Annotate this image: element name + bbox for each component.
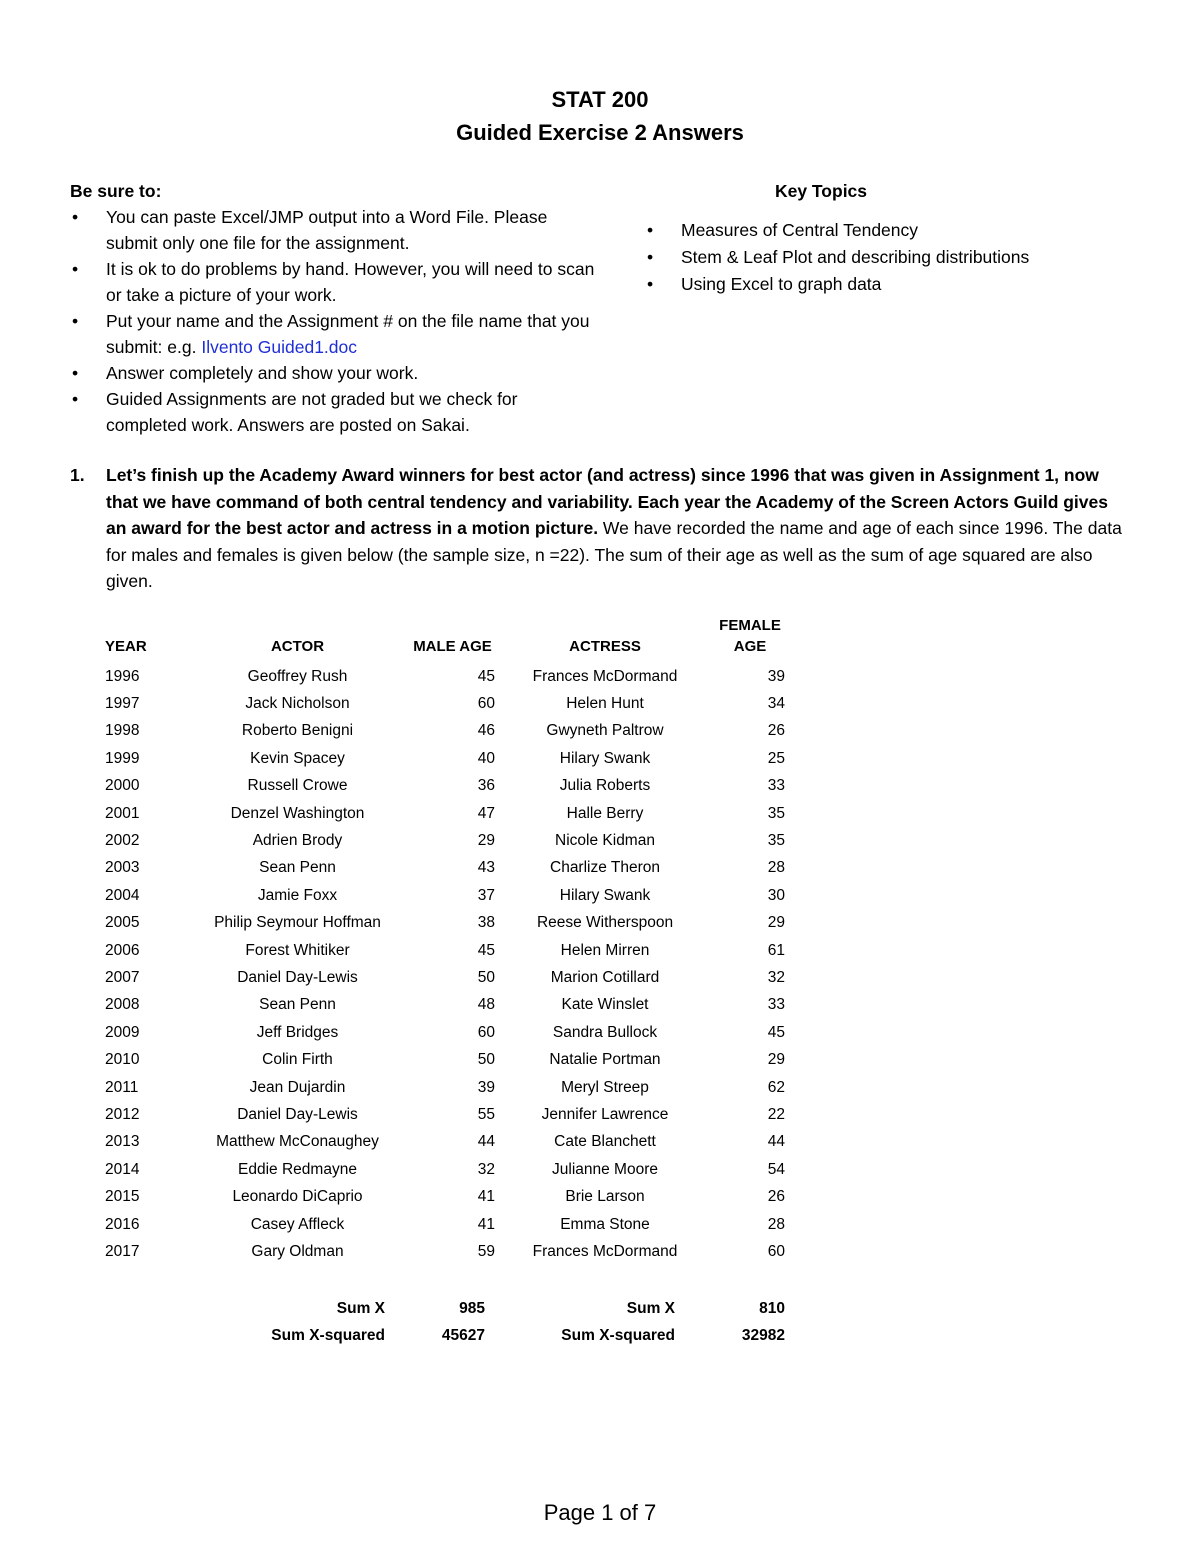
cell-actress: Nicole Kidman [555,832,655,850]
cell-actress: Sandra Bullock [552,1023,658,1041]
sum-x2-female-value: 32982 [741,1327,785,1345]
table-row [95,663,785,690]
cell-year: 2014 [105,1160,140,1178]
be-sure-item: • Put your name and the Assignment # on the file name that you submit: e.g. Ilvento Guided1.doc [70,308,600,360]
table-row [95,1074,785,1101]
header-actress: ACTRESS [569,638,641,655]
cell-year: 2010 [105,1051,140,1069]
cell-actor: Kevin Spacey [250,749,345,767]
cell-male-age: 45 [477,667,495,685]
table-row [95,745,785,772]
be-sure-item: • Guided Assignments are not graded but we check for completed work. Answers are posted on Sakai. [70,386,600,438]
cell-year: 2004 [105,886,140,904]
cell-actor: Philip Seymour Hoffman [214,914,381,932]
cell-year: 2016 [105,1215,140,1233]
cell-actor: Daniel Day-Lewis [237,968,358,986]
cell-male-age: 29 [477,832,495,850]
cell-actress: Jennifer Lawrence [541,1105,669,1123]
cell-female-age: 25 [767,749,785,767]
cell-year: 2013 [105,1133,140,1151]
cell-actress: Helen Mirren [560,941,650,959]
cell-year: 1998 [105,722,140,740]
cell-actor: Jack Nicholson [245,695,350,713]
cell-male-age: 40 [477,749,495,767]
question-bold-text: Let’s finish up the Academy Award winners for best actor (and actress) since 1996 that was given in Assignment 1, now that we have command of both central tendency and variability. Each year the Academy of the Screen Actors Guild gives an award for the best actor and actress in a motion picture. [106,465,1108,538]
cell-actor: Geoffrey Rush [247,667,348,685]
table-row [95,964,785,991]
cell-actor: Sean Penn [259,859,336,877]
be-sure-item: • It is ok to do problems by hand. However, you will need to scan or take a picture of your work. [70,256,600,308]
cell-male-age: 50 [477,1051,495,1069]
cell-male-age: 44 [477,1133,495,1151]
cell-actress: Reese Witherspoon [536,914,674,932]
cell-male-age: 47 [477,804,495,822]
cell-female-age: 32 [767,968,785,986]
cell-female-age: 35 [767,804,785,822]
cell-male-age: 32 [477,1160,495,1178]
cell-actor: Casey Affleck [250,1215,345,1233]
table-row [95,910,785,937]
table-row [95,855,785,882]
be-sure-section [70,178,600,438]
cell-female-age: 54 [767,1160,785,1178]
cell-male-age: 45 [477,941,495,959]
cell-actor: Colin Firth [262,1051,333,1069]
cell-actor: Matthew McConaughey [216,1133,379,1151]
cell-female-age: 62 [767,1078,785,1096]
cell-female-age: 44 [767,1133,785,1151]
cell-female-age: 33 [767,996,785,1014]
cell-male-age: 38 [477,914,495,932]
sum-x2-male-value: 45627 [441,1327,485,1345]
cell-male-age: 46 [477,722,495,740]
cell-actor: Adrien Brody [252,832,343,850]
table-row [95,800,785,827]
header-actor: ACTOR [270,638,325,655]
key-topic-item: • Stem & Leaf Plot and describing distributions [645,244,1125,271]
key-topic-item: • Measures of Central Tendency [645,217,1125,244]
cell-actor: Jeff Bridges [256,1023,339,1041]
header-male-age: MALE AGE [413,638,492,655]
table-row [95,1156,785,1183]
example-filename-link[interactable]: Ilvento Guided1.doc [201,337,358,357]
cell-year: 1996 [105,667,140,685]
be-sure-item: • Answer completely and show your work. [70,360,600,386]
cell-actress: Brie Larson [565,1188,645,1206]
be-sure-list [70,204,600,438]
cell-year: 2011 [105,1078,139,1096]
cell-male-age: 39 [477,1078,495,1096]
cell-male-age: 60 [477,695,495,713]
table-row [95,718,785,745]
sums-table [95,1295,785,1350]
cell-actress: Hilary Swank [559,749,651,767]
cell-actress: Emma Stone [560,1215,650,1233]
cell-actress: Julianne Moore [552,1160,658,1178]
cell-male-age: 43 [477,859,495,877]
cell-male-age: 48 [477,996,495,1014]
header-female-age: FEMALE AGE [719,617,781,655]
sum-x-label-female: Sum X [626,1299,675,1317]
cell-actor: Denzel Washington [230,804,365,822]
cell-female-age: 28 [767,1215,785,1233]
table-row [95,1183,785,1210]
cell-actor: Daniel Day-Lewis [237,1105,358,1123]
cell-actress: Marion Cotillard [550,968,660,986]
cell-year: 2015 [105,1188,140,1206]
cell-actor: Sean Penn [259,996,336,1014]
cell-female-age: 35 [767,832,785,850]
cell-actor: Forest Whitiker [245,941,350,959]
cell-actress: Charlize Theron [550,859,660,877]
cell-year: 2005 [105,914,140,932]
sum-x2-label-female: Sum X-squared [561,1327,675,1345]
cell-actress: Julia Roberts [559,777,651,795]
cell-year: 2003 [105,859,140,877]
key-topic-item: • Using Excel to graph data [645,271,1125,298]
cell-male-age: 36 [477,777,495,795]
cell-year: 2012 [105,1105,140,1123]
cell-year: 1997 [105,695,140,713]
cell-actor: Roberto Benigni [241,722,354,740]
table-row [95,773,785,800]
sum-x2-label-male: Sum X-squared [271,1327,385,1345]
cell-actress: Halle Berry [566,804,644,822]
be-sure-heading: Be sure to: [70,181,162,201]
cell-male-age: 59 [477,1242,495,1260]
cell-actor: Gary Oldman [251,1242,344,1260]
cell-actress: Frances McDormand [532,1242,678,1260]
cell-year: 2002 [105,832,140,850]
table-row [95,992,785,1019]
cell-female-age: 26 [767,722,785,740]
table-row [95,827,785,854]
cell-year: 2008 [105,996,140,1014]
question-number: 1. [70,465,85,485]
question-1 [70,462,1130,595]
cell-actor: Jean Dujardin [249,1078,346,1096]
cell-female-age: 22 [767,1105,785,1123]
table-row [95,882,785,909]
cell-year: 2006 [105,941,140,959]
cell-year: 2009 [105,1023,140,1041]
cell-female-age: 34 [767,695,785,713]
cell-year: 2017 [105,1242,140,1260]
be-sure-item: • You can paste Excel/JMP output into a Word File. Please submit only one file for the assignment. [70,204,600,256]
cell-year: 2001 [105,804,140,822]
question-text [106,462,1130,595]
sum-x-row [95,1295,785,1322]
table-row [95,1211,785,1238]
cell-year: 1999 [105,749,140,767]
cell-actor: Leonardo DiCaprio [232,1188,363,1206]
cell-male-age: 55 [477,1105,495,1123]
table-row [95,1129,785,1156]
table-row [95,1238,785,1265]
cell-actor: Jamie Foxx [257,886,338,904]
cell-actor: Eddie Redmayne [238,1160,357,1178]
table-row [95,1019,785,1046]
table-row [95,1046,785,1073]
cell-male-age: 50 [477,968,495,986]
table-row [95,1101,785,1128]
cell-female-age: 45 [767,1023,785,1041]
cell-female-age: 39 [767,667,785,685]
cell-female-age: 29 [767,1051,785,1069]
cell-actress: Cate Blanchett [554,1133,656,1151]
cell-actress: Natalie Portman [549,1051,661,1069]
document-subtitle: Guided Exercise 2 Answers [456,120,744,145]
cell-year: 2007 [105,968,140,986]
document-title: STAT 200 [551,87,649,112]
cell-year: 2000 [105,777,140,795]
awards-table [95,615,785,1266]
header-year: YEAR [105,638,147,655]
key-topics-heading: Key Topics [774,181,868,201]
cell-female-age: 26 [767,1188,785,1206]
cell-actress: Helen Hunt [566,695,644,713]
cell-actor: Russell Crowe [247,777,348,795]
cell-actress: Meryl Streep [561,1078,649,1096]
table-body [95,663,785,1266]
cell-female-age: 30 [767,886,785,904]
cell-female-age: 33 [767,777,785,795]
key-topics-section [645,178,1125,298]
cell-male-age: 41 [477,1215,495,1233]
table-row [95,690,785,717]
table-header-row [95,615,785,663]
sum-x2-row [95,1322,785,1349]
sum-x-label-male: Sum X [336,1299,385,1317]
cell-male-age: 60 [477,1023,495,1041]
cell-male-age: 37 [477,886,495,904]
question-plain-text: We have recorded the name and age of each since 1996. The data for males and females is given below (the sample size, n =22). The sum of their age as well as the sum of age squared are also given. [106,518,1122,591]
cell-actress: Hilary Swank [559,886,651,904]
cell-female-age: 29 [767,914,785,932]
cell-female-age: 28 [767,859,785,877]
page-number: Page 1 of 7 [543,1500,657,1525]
key-topics-list [645,217,1125,298]
cell-actress: Kate Winslet [561,996,649,1014]
sum-x-female-value: 810 [759,1299,785,1317]
cell-female-age: 60 [767,1242,785,1260]
cell-actress: Frances McDormand [532,667,678,685]
cell-actress: Gwyneth Paltrow [546,722,664,740]
table-row [95,937,785,964]
sum-x-male-value: 985 [459,1299,485,1317]
cell-male-age: 41 [477,1188,495,1206]
cell-female-age: 61 [767,941,785,959]
